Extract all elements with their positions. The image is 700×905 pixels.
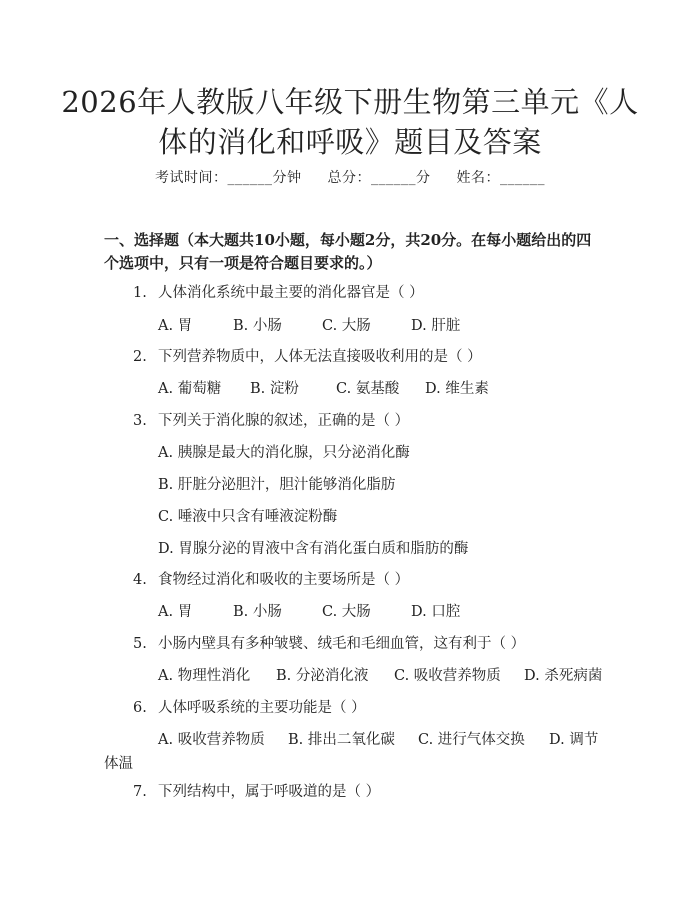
- question-number: 1.: [133, 285, 147, 301]
- section-heading: 一、选择题（本大题共10小题，每小题2分，共20分。在每小题给出的四个选项中，只有一项是符合题目要求的。）: [104, 231, 592, 272]
- option-c: C. 大肠: [322, 604, 371, 620]
- question-number: 2.: [133, 349, 147, 365]
- option-a: A. 葡萄糖: [158, 381, 222, 397]
- option-a: A. 胃: [158, 604, 193, 620]
- question-1: [133, 281, 424, 302]
- question-3: [133, 409, 409, 430]
- question-text: 下列结构中，属于呼吸道的是（ ）: [158, 784, 381, 800]
- question-5: [133, 632, 525, 653]
- option-b: B. 小肠: [233, 318, 282, 334]
- option-a: A. 物理性消化: [158, 668, 251, 684]
- question-text: 人体呼吸系统的主要功能是（ ）: [158, 700, 366, 716]
- student-name: 姓名：______: [456, 170, 545, 186]
- title-line-2: 体的消化和呼吸》题目及答案: [158, 125, 542, 159]
- question-1-options: [158, 314, 460, 335]
- option-d-continuation: 体温: [104, 756, 133, 772]
- question-6: [133, 696, 366, 717]
- option-c: C. 吸收营养物质: [394, 668, 501, 684]
- question-text: 下列关于消化腺的叙述，正确的是（ ）: [158, 413, 410, 429]
- option-d: D. 肝脏: [411, 318, 461, 334]
- question-4-options: [158, 600, 460, 621]
- option-a: A. 吸收营养物质: [158, 732, 265, 748]
- page-title: [60, 82, 640, 162]
- option-c: C. 进行气体交换: [418, 732, 525, 748]
- option-a: A. 胃: [158, 318, 193, 334]
- question-text: 下列营养物质中，人体无法直接吸收利用的是（ ）: [158, 349, 482, 365]
- question-4: [133, 568, 409, 589]
- question-number: 7.: [133, 784, 147, 800]
- question-7: [133, 780, 380, 801]
- question-number: 3.: [133, 413, 147, 429]
- total-score: 总分：______分: [327, 170, 431, 186]
- question-text: 小肠内壁具有多种皱襞、绒毛和毛细血管，这有利于（ ）: [158, 636, 526, 652]
- question-number: 4.: [133, 572, 147, 588]
- question-2: [133, 345, 482, 366]
- question-5-options: [158, 664, 602, 685]
- question-number: 5.: [133, 636, 147, 652]
- option-a: A. 胰腺是最大的消化腺，只分泌消化酶: [158, 445, 410, 461]
- option-d: D. 杀死病菌: [524, 668, 603, 684]
- title-line-1: 2026年人教版八年级下册生物第三单元《人: [61, 85, 639, 119]
- option-b: B. 分泌消化液: [276, 668, 369, 684]
- option-b: B. 排出二氧化碳: [288, 732, 395, 748]
- exam-info: [0, 167, 700, 187]
- question-2-options: [158, 377, 489, 398]
- option-b: B. 淀粉: [250, 381, 299, 397]
- question-text: 食物经过消化和吸收的主要场所是（ ）: [158, 572, 410, 588]
- option-d: D. 调节: [549, 732, 599, 748]
- option-c: C. 唾液中只含有唾液淀粉酶: [158, 509, 338, 525]
- option-b: B. 小肠: [233, 604, 282, 620]
- option-c: C. 氨基酸: [336, 381, 400, 397]
- exam-time: 考试时间：______分钟: [155, 170, 302, 186]
- option-b: B. 肝脏分泌胆汁，胆汁能够消化脂肪: [158, 477, 396, 493]
- question-number: 6.: [133, 700, 147, 716]
- question-text: 人体消化系统中最主要的消化器官是（ ）: [158, 285, 424, 301]
- option-d: D. 口腔: [411, 604, 461, 620]
- question-6-options: [158, 728, 598, 749]
- option-c: C. 大肠: [322, 318, 371, 334]
- option-d: D. 胃腺分泌的胃液中含有消化蛋白质和脂肪的酶: [158, 541, 469, 557]
- option-d: D. 维生素: [425, 381, 489, 397]
